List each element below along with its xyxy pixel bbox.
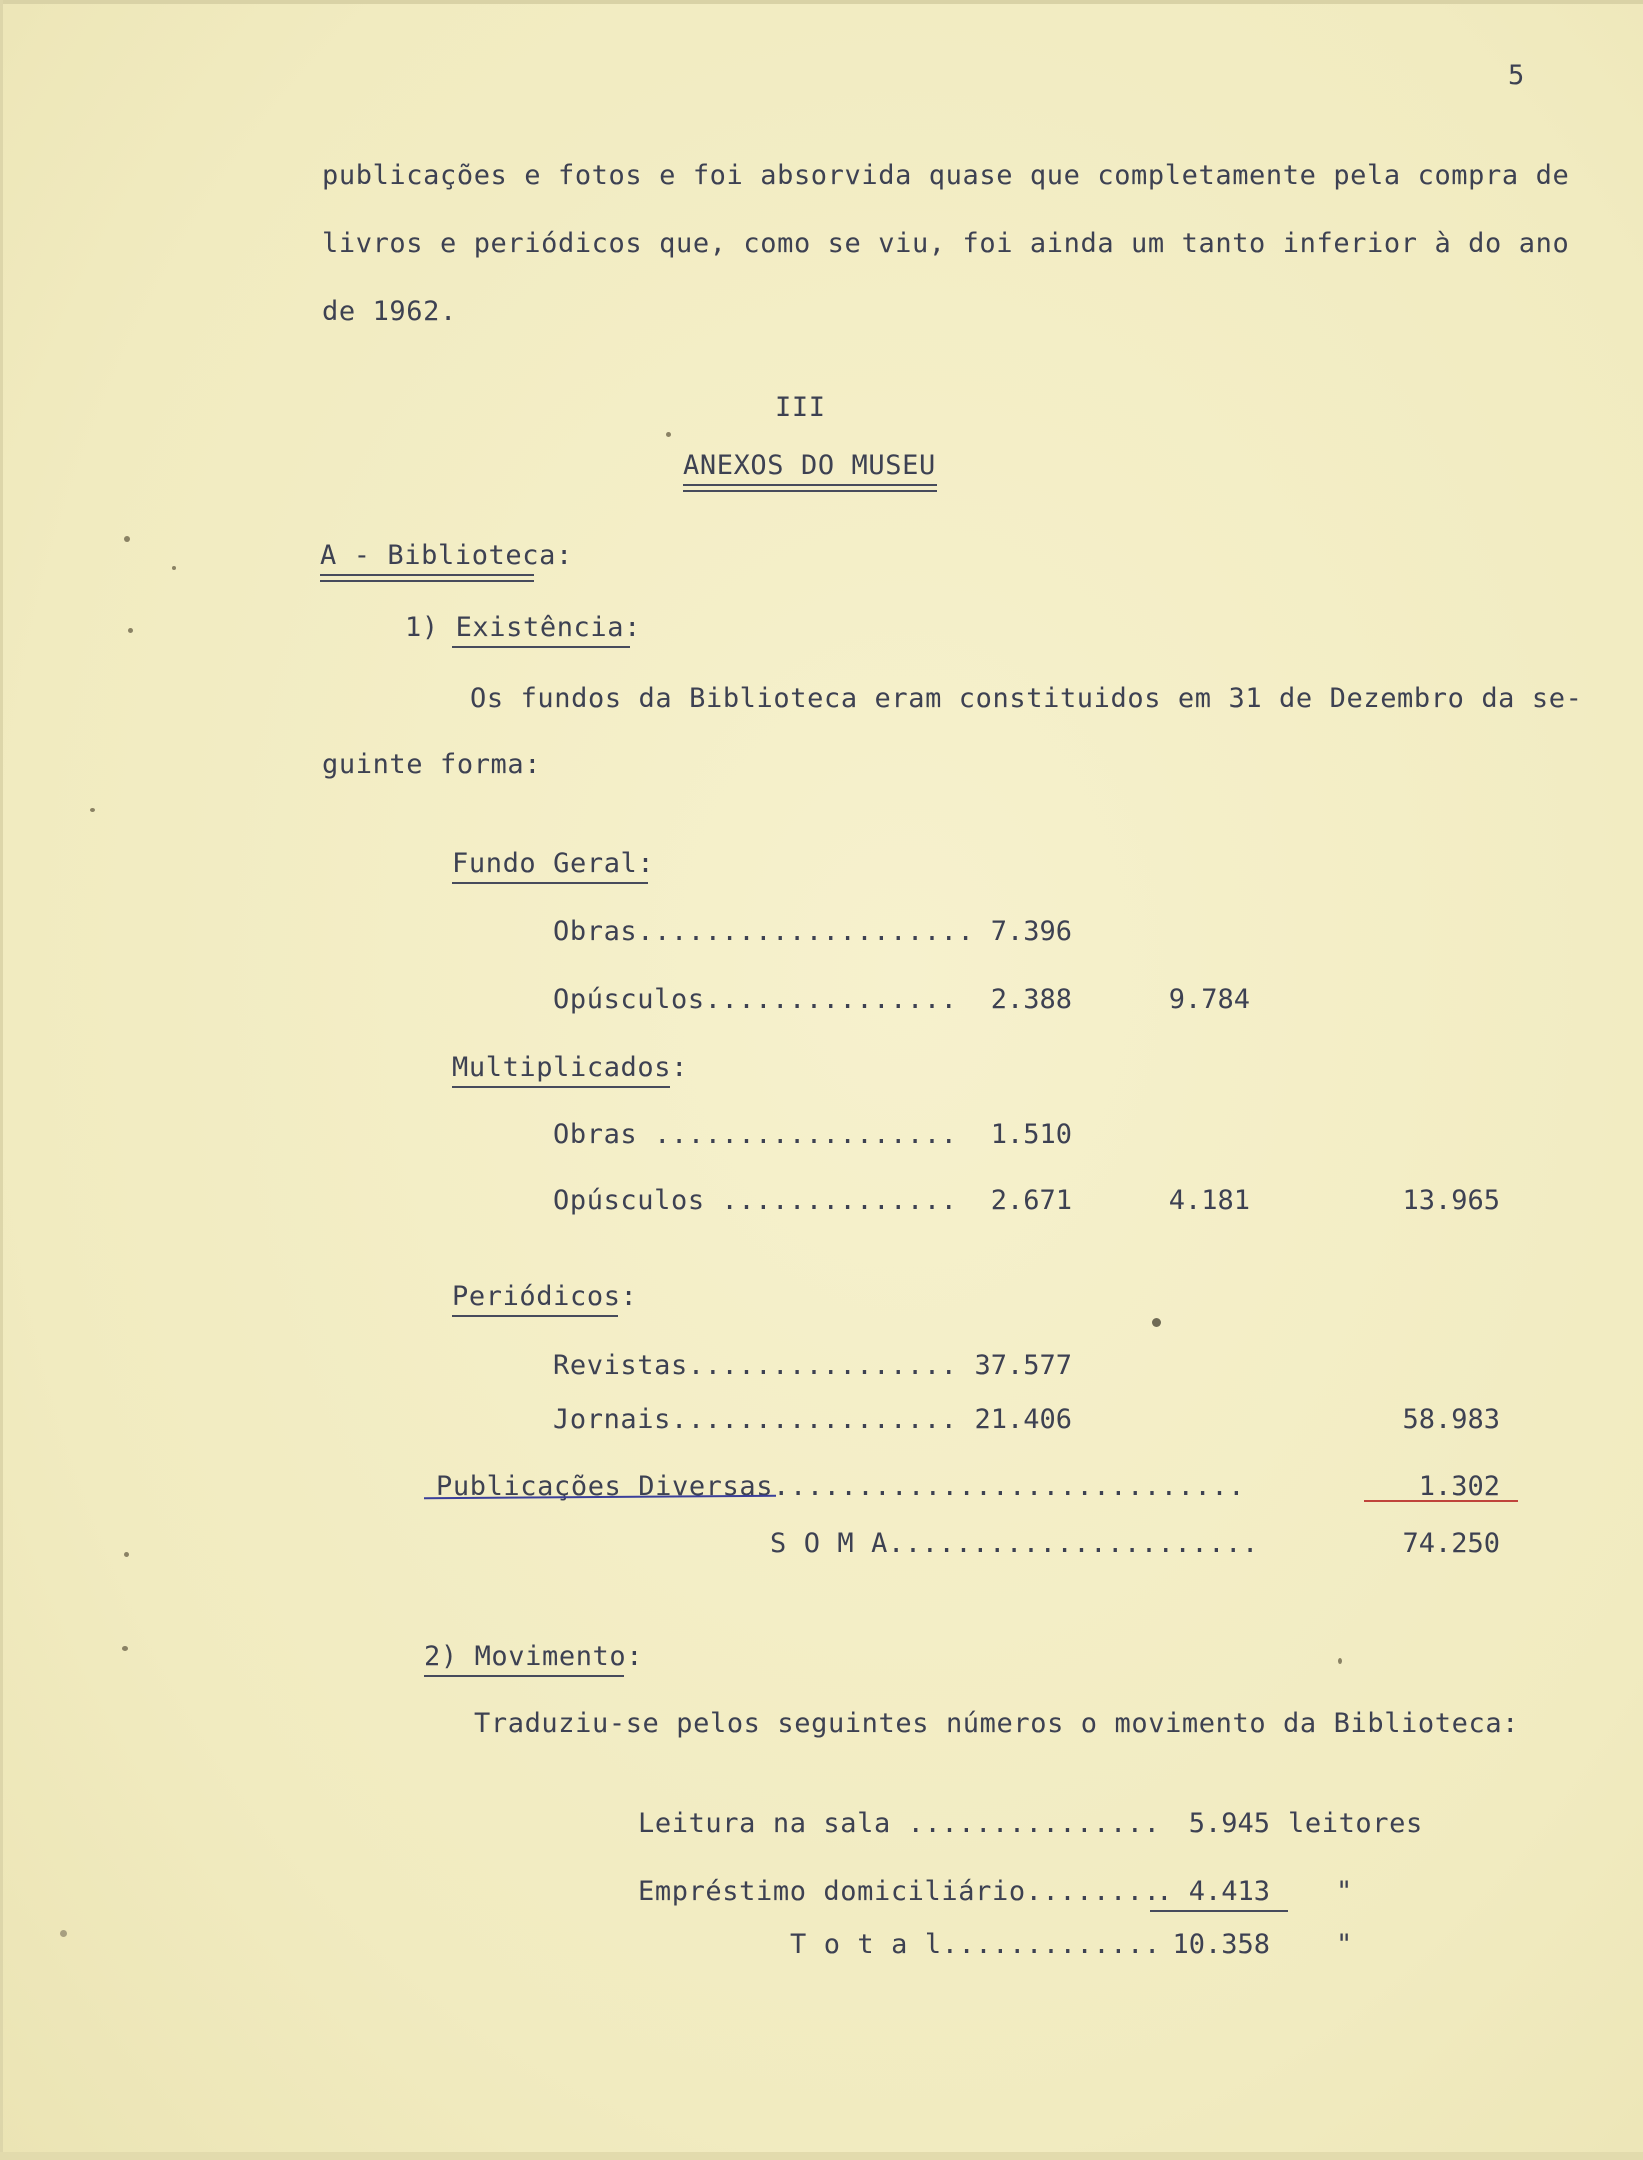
- paper-speck: [1338, 1658, 1342, 1664]
- fundo-geral-subtotal: 9.784: [1168, 984, 1250, 1015]
- movimento-total-value: 10.358: [1172, 1929, 1270, 1960]
- multiplicados-obras-label: Obras ..................: [553, 1119, 958, 1150]
- periodicos-revistas-value: 37.577: [974, 1350, 1072, 1381]
- movimento-total-unit: ": [1336, 1929, 1353, 1960]
- publicacoes-value: 1.302: [1418, 1471, 1500, 1502]
- page-edge-left: [0, 0, 3, 2160]
- emprestimo-value: . 4.413: [1156, 1876, 1270, 1907]
- periodicos-jornais-label: Jornais.................: [553, 1404, 958, 1435]
- page-edge-bottom: [0, 2152, 1643, 2160]
- movimento-para: Traduziu-se pelos seguintes números o movimento da Biblioteca:: [474, 1708, 1520, 1739]
- page-edge-top: [0, 0, 1643, 4]
- intro-line-2: livros e periódicos que, como se viu, foi ainda um tanto inferior à do ano: [322, 228, 1570, 259]
- fundo-geral-heading: Fundo Geral:: [452, 848, 655, 879]
- existencia-para-line-1: Os fundos da Biblioteca eram constituidos em 31 de Dezembro da se-: [470, 683, 1583, 714]
- movimento-total-label: T o t a l.............: [790, 1929, 1161, 1960]
- soma-value: 74.250: [1402, 1528, 1500, 1559]
- paper-spot: [1152, 1318, 1161, 1327]
- fundos-total: 13.965: [1402, 1185, 1500, 1216]
- emprestimo-value-underline: [1150, 1910, 1288, 1912]
- paper-speck: [124, 536, 130, 542]
- existencia-heading: 1) Existência:: [405, 612, 641, 643]
- paper-speck: [666, 432, 671, 437]
- multiplicados-underline: [452, 1086, 670, 1088]
- paper-speck: [128, 628, 133, 633]
- soma-label: S O M A......................: [770, 1528, 1259, 1559]
- multiplicados-opusculos-value: 2.671: [990, 1185, 1072, 1216]
- paper-speck: [124, 1552, 129, 1557]
- biblioteca-heading-underline-1: [320, 574, 534, 576]
- emprestimo-unit: ": [1336, 1876, 1353, 1907]
- existencia-underline: [452, 646, 630, 648]
- leitura-unit: leitores: [1288, 1808, 1423, 1839]
- movimento-heading: 2) Movimento:: [424, 1641, 644, 1672]
- publicacoes-value-pen-underline: [1364, 1500, 1518, 1502]
- section-number: III: [775, 392, 826, 423]
- paper-speck: [90, 808, 95, 812]
- movimento-underline: [424, 1675, 624, 1677]
- leitura-label: Leitura na sala ...............: [638, 1808, 1161, 1839]
- biblioteca-heading-underline-2: [320, 580, 534, 582]
- intro-line-1: publicações e fotos e foi absorvida quase que completamente pela compra de: [322, 160, 1570, 191]
- emprestimo-label: Empréstimo domiciliário........: [638, 1876, 1161, 1907]
- section-title-underline-2: [683, 490, 937, 492]
- fundo-geral-obras-label: Obras....................: [553, 916, 975, 947]
- multiplicados-heading: Multiplicados:: [452, 1052, 688, 1083]
- multiplicados-subtotal: 4.181: [1168, 1185, 1250, 1216]
- intro-line-3: de 1962.: [322, 296, 457, 327]
- paper-speck: [122, 1646, 128, 1651]
- paper-speck: [172, 566, 176, 570]
- periodicos-jornais-value: 21.406: [974, 1404, 1072, 1435]
- section-title: ANEXOS DO MUSEU: [683, 450, 936, 481]
- page-number: 5: [1508, 60, 1525, 91]
- fundo-geral-obras-value: 7.396: [990, 916, 1072, 947]
- paper-speck: [60, 1930, 67, 1937]
- periodicos-underline: [452, 1315, 618, 1317]
- existencia-para-line-2: guinte forma:: [322, 749, 542, 780]
- periodicos-heading: Periódicos:: [452, 1281, 638, 1312]
- fundo-geral-underline: [452, 882, 648, 884]
- fundo-geral-opusculos-value: 2.388: [990, 984, 1072, 1015]
- periodicos-revistas-label: Revistas................: [553, 1350, 958, 1381]
- publicacoes-label: Publicações Diversas............................: [436, 1471, 1246, 1502]
- periodicos-total: 58.983: [1402, 1404, 1500, 1435]
- section-title-underline-1: [683, 484, 937, 486]
- leitura-value: 5.945: [1188, 1808, 1270, 1839]
- fundo-geral-opusculos-label: Opúsculos...............: [553, 984, 958, 1015]
- multiplicados-opusculos-label: Opúsculos ..............: [553, 1185, 958, 1216]
- multiplicados-obras-value: 1.510: [990, 1119, 1072, 1150]
- biblioteca-heading: A - Biblioteca:: [320, 540, 573, 571]
